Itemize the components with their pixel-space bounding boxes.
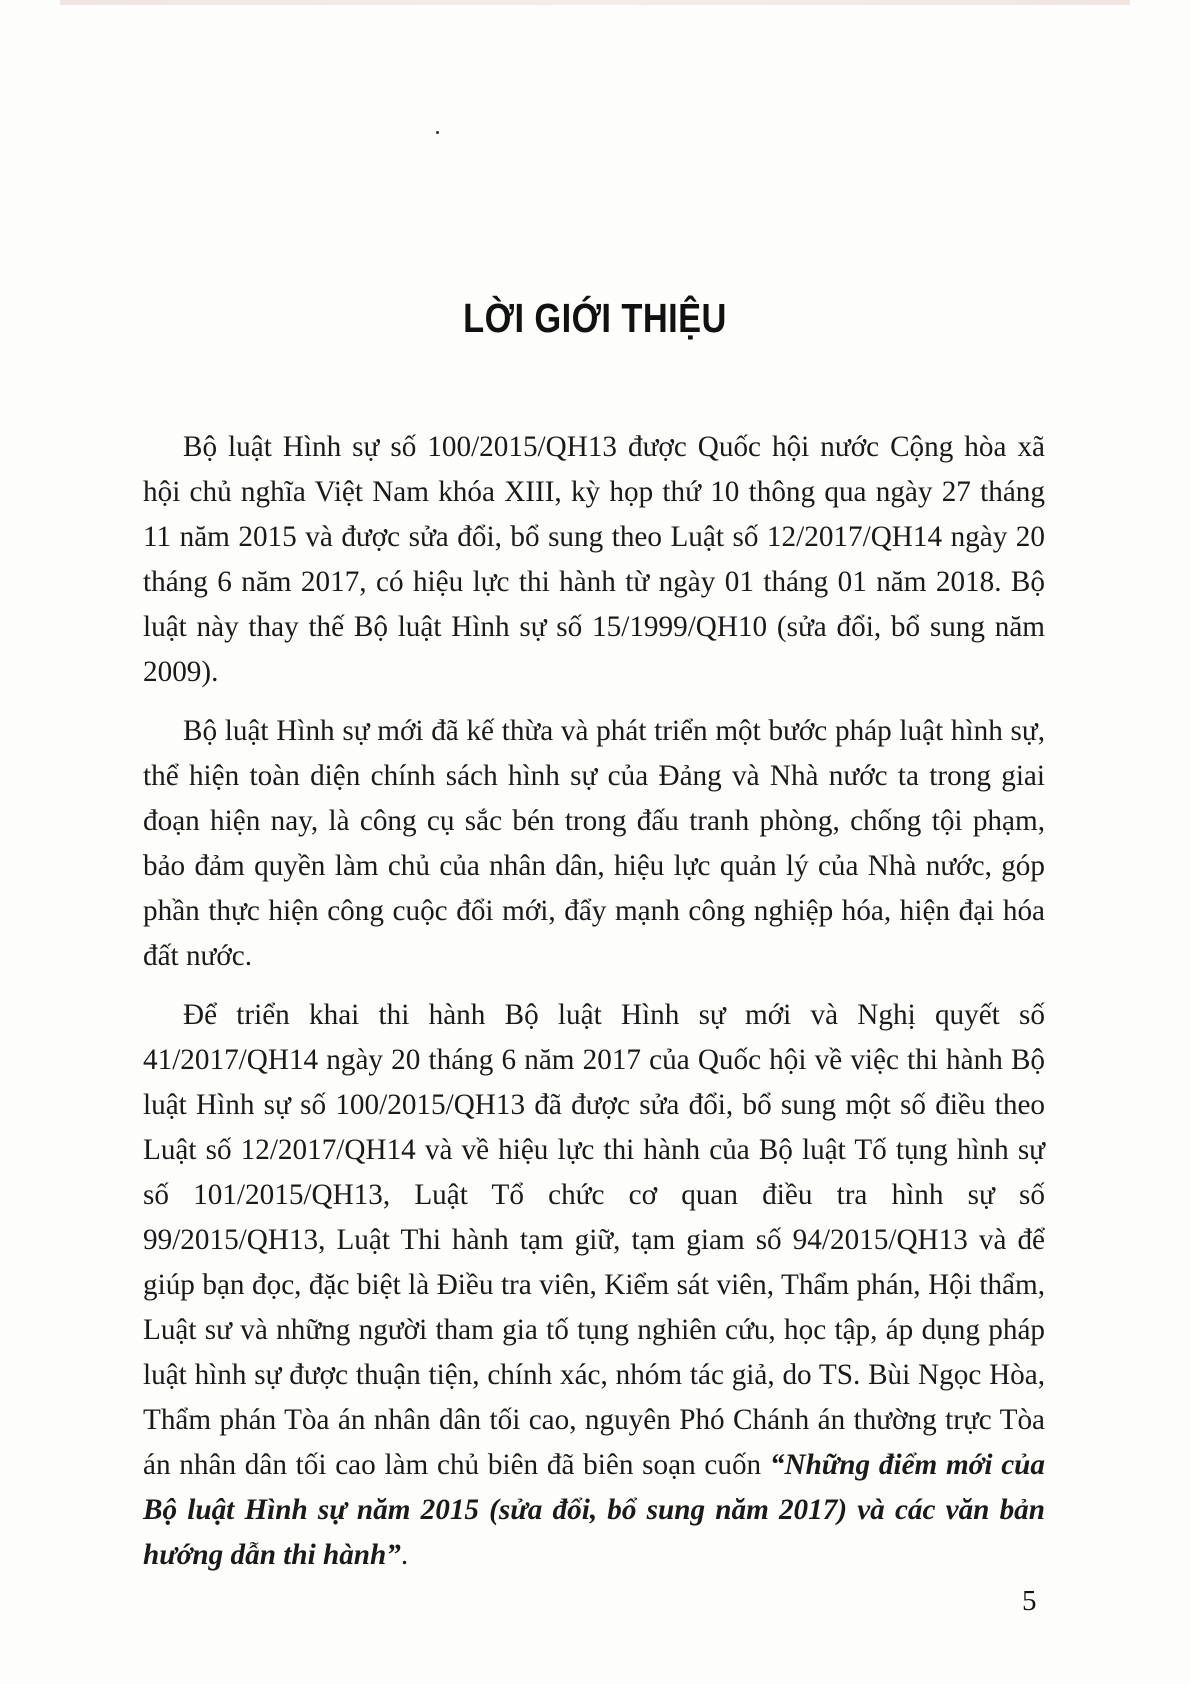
body-text	[143, 425, 1045, 1592]
paragraph-3-text: Để triển khai thi hành Bộ luật Hình sự mới và Nghị quyết số 41/2017/QH14 ngày 20 tháng 6 năm 2017 của Quốc hội về việc thi hành Bộ luật Hình sự số 100/2015/QH13 đã được sửa đổi, bổ sung một số điều theo Luật số 12/2017/QH14 và về hiệu lực thi hành của Bộ luật Tố tụng hình sự số 101/2015/QH13, Luật Tổ chức cơ quan điều tra hình sự số 99/2015/QH13, Luật Thi hành tạm giữ, tạm giam số 94/2015/QH13 và để giúp bạn đọc, đặc biệt là Điều tra viên, Kiểm sát viên, Thẩm phán, Hội thẩm, Luật sư và những người tham gia tố tụng nghiên cứu, học tập, áp dụng pháp luật hình sự được thuận tiện, chính xác, nhóm tác giả, do TS. Bùi Ngọc Hòa, Thẩm phán Tòa án nhân dân tối cao, nguyên Phó Chánh án thường trực Tòa án nhân dân tối cao làm chủ biên đã biên soạn cuốn	[143, 999, 1045, 1481]
scan-speck	[436, 131, 439, 134]
paragraph-2: Bộ luật Hình sự mới đã kế thừa và phát triển một bước pháp luật hình sự, thể hiện toàn diện chính sách hình sự của Đảng và Nhà nước ta trong giai đoạn hiện nay, là công cụ sắc bén trong đấu tranh phòng, chống tội phạm, bảo đảm quyền làm chủ của nhân dân, hiệu lực quản lý của Nhà nước, góp phần thực hiện công cuộc đổi mới, đẩy mạnh công nghiệp hóa, hiện đại hóa đất nước.	[143, 715, 1045, 972]
page-title: LỜI GIỚI THIỆU	[463, 295, 727, 341]
paragraph-3	[143, 993, 1045, 1578]
page-top-edge	[60, 0, 1130, 5]
paragraph-1: Bộ luật Hình sự số 100/2015/QH13 được Quốc hội nước Cộng hòa xã hội chủ nghĩa Việt Nam khóa XIII, kỳ họp thứ 10 thông qua ngày 27 tháng 11 năm 2015 và được sửa đổi, bổ sung theo Luật số 12/2017/QH14 ngày 20 tháng 6 năm 2017, có hiệu lực thi hành từ ngày 01 tháng 01 năm 2018. Bộ luật này thay thế Bộ luật Hình sự số 15/1999/QH10 (sửa đổi, bổ sung năm 2009).	[143, 431, 1045, 688]
book-title: “Những điểm mới của Bộ luật Hình sự năm 2015 (sửa đổi, bổ sung năm 2017) và các văn bản hướng dẫn thi hành”	[143, 1449, 1045, 1571]
paragraph-3-end: .	[400, 1539, 409, 1571]
page-number: 5	[1022, 1585, 1037, 1617]
